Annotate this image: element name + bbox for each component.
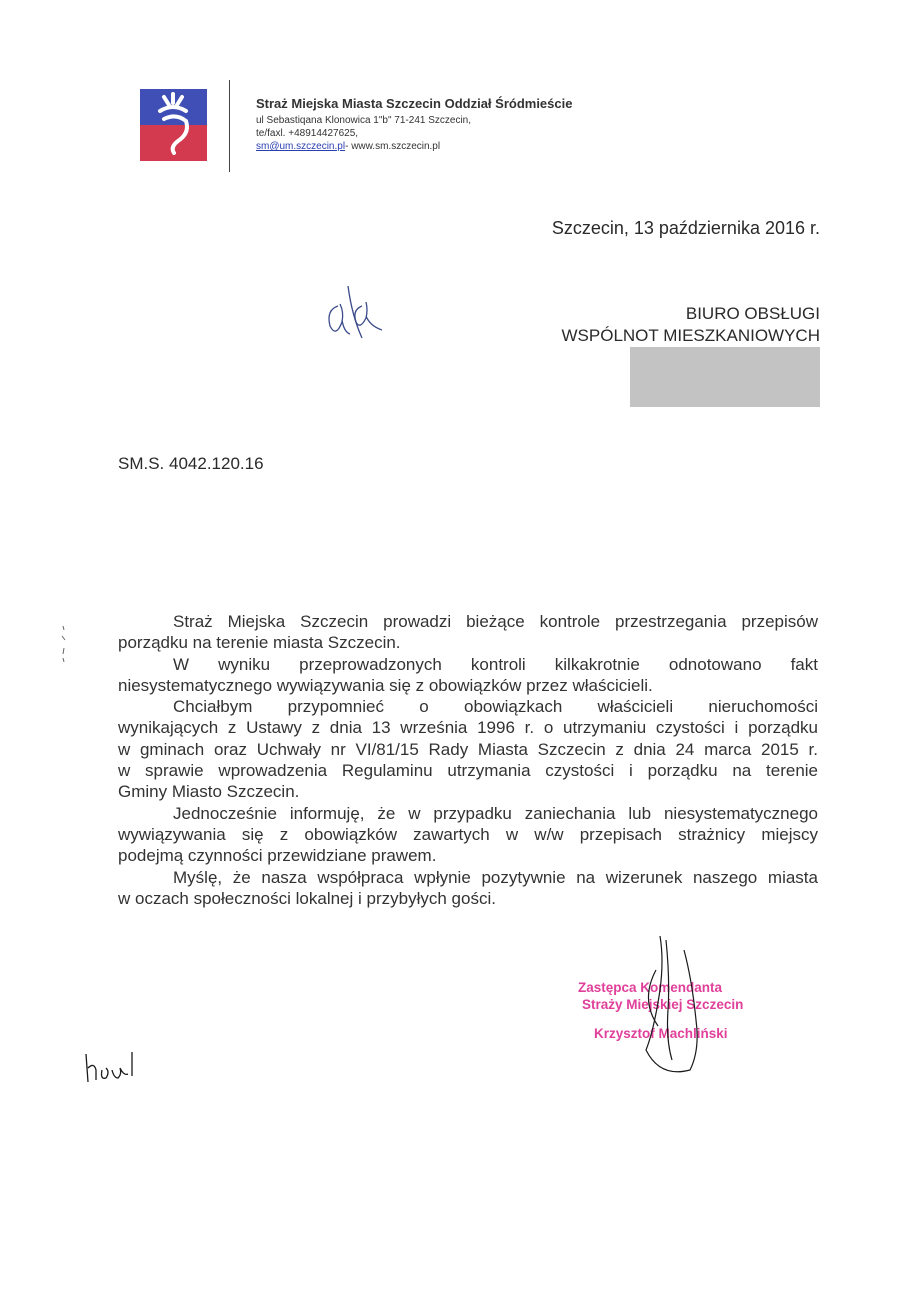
org-contact-line [256,141,440,152]
header-divider [229,80,230,172]
body-line: wywiązywania się z obowiązków zawartych w w/w przepisach strażnicy miejscy [118,824,818,844]
paragraph-2 [118,654,818,697]
margin-mark [60,624,70,664]
stamp-title: Zastępca Komendanta [578,980,723,995]
stamp-name: Krzysztof Machliński [594,1026,728,1041]
date-line: Szczecin, 13 października 2016 r. [551,218,820,238]
body-line: Chciałbym przypomnieć o obowiązkach właścicieli nieruchomości [173,697,818,717]
body-line: Jednocześnie informuję, że w przypadku zaniechania lub niesystematycznego [173,803,818,823]
org-address: ul Sebastiqana Klonowica 1"b" 71-241 Szczecin, [256,115,472,126]
body-line: podejmą czynności przewidziane prawem. [118,846,437,866]
org-phone: te/faxl. +48914427625, [256,128,359,139]
city-guard-logo [140,89,207,161]
body-line: wynikających z Ustawy z dnia 13 września 1996 r. o utrzymaniu czystości i porządku [118,718,818,738]
body-line: w sprawie wprowadzenia Regulaminu utrzymania czystości i porządku na terenie [118,761,818,781]
org-name: Straż Miejska Miasta Szczecin Oddział Śródmieście [256,96,573,111]
recipient-line-1: BIURO OBSŁUGI [685,304,820,323]
stamp-unit: Straży Miejskiej Szczecin [582,997,744,1012]
handwritten-initials-bottom [80,1048,150,1088]
recipient-line-2: WSPÓLNOT MIESZKANIOWYCH [561,326,820,345]
org-email-link[interactable]: sm@um.szczecin.pl [256,141,346,152]
body-line: Myślę, że nasza współpraca wpłynie pozytywnie na wizerunek naszego miasta [173,867,818,887]
signature [600,930,740,1080]
body-line: w gminach oraz Uchwały nr VI/81/15 Rady Miasta Szczecin z dnia 24 marca 2015 r. [118,739,818,759]
body-line: porządku na terenie miasta Szczecin. [118,633,401,653]
body-line: niesystematycznego wywiązywania się z obowiązków przez właścicieli. [118,675,653,695]
body-line: W wyniku przeprowadzonych kontroli kilkakrotnie odnotowano fakt [173,654,818,674]
paragraph-3 [118,696,818,802]
org-website[interactable]: www.sm.szczecin.pl [351,141,441,152]
paragraph-5 [118,867,818,910]
contact-separator: - [345,141,349,152]
paragraph-4 [118,803,818,867]
letter-body [118,611,818,909]
handwritten-initials [322,276,402,346]
body-line: Gminy Miasto Szczecin. [118,782,300,802]
reference-number: SM.S. 4042.120.16 [118,454,264,473]
paragraph-1 [118,611,818,654]
body-line: Straż Miejska Szczecin prowadzi bieżące kontrole przestrzegania przepisów [173,612,818,631]
redacted-address-block [630,347,820,407]
body-line: w oczach społeczności lokalnej i przybyłych gości. [118,888,496,908]
